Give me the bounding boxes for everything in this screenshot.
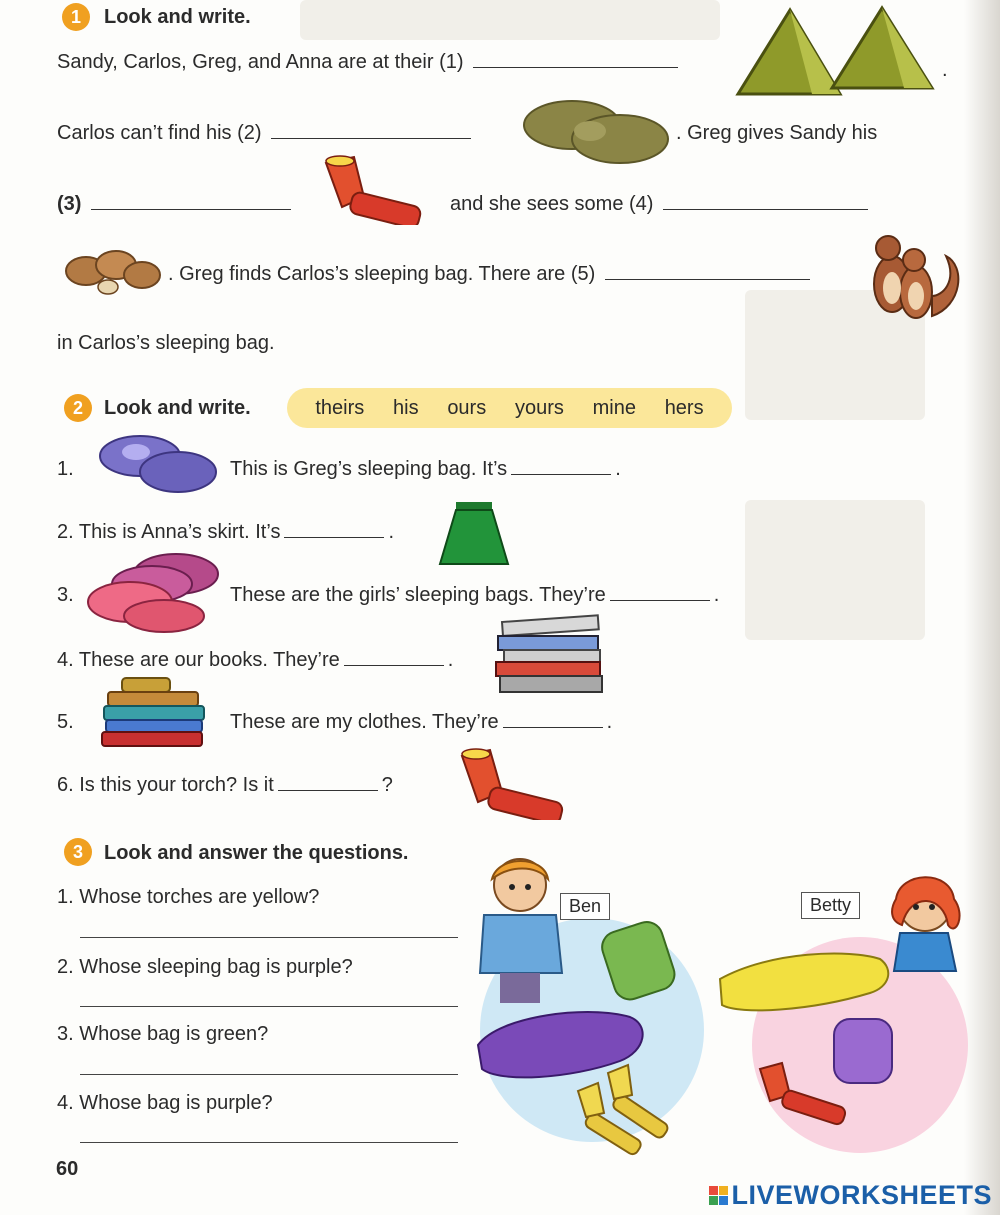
question-1: 1. Whose torches are yellow?: [57, 886, 320, 908]
section-2-badge-number: 2: [72, 397, 83, 418]
item-4-text: These are our books. They’re: [78, 649, 340, 671]
item-6-end: ?: [381, 774, 393, 796]
ben-label: Ben: [560, 893, 610, 920]
question-2-answer-line[interactable]: [80, 1006, 458, 1007]
section-1-heading: Look and write.: [104, 6, 251, 28]
item-4-line: [57, 648, 453, 672]
purple-sleeping-bag-picture: [96, 432, 220, 496]
tents-picture: [732, 4, 942, 100]
item-2-text: This is Anna’s skirt. It’s: [78, 521, 281, 543]
item-4-end: .: [447, 649, 454, 671]
word-bank-item: theirs: [315, 396, 365, 419]
item-2-end: .: [388, 521, 395, 543]
item-1-text: This is Greg’s sleeping bag. It’s: [230, 458, 508, 480]
question-1-answer-line[interactable]: [80, 937, 458, 938]
liveworksheets-logo-text: LIVEWORKSHEETS: [731, 1180, 992, 1210]
item-3-number: 3.: [57, 584, 74, 606]
liveworksheets-logo: [709, 1180, 992, 1211]
item-2-number: 2.: [57, 521, 74, 543]
nuts-picture: [64, 243, 164, 303]
section-1-line-2-cont: . Greg gives Sandy his: [676, 122, 878, 144]
ben-and-betty-picture: [470, 855, 975, 1160]
item-3-text: These are the girls’ sleeping bags. They’re: [230, 584, 606, 606]
item-6-line: [57, 773, 393, 797]
section-1-line-1-end: .: [942, 59, 948, 81]
item-6-number: 6.: [57, 774, 74, 796]
background-ghost-panel: [745, 500, 925, 640]
question-3: 3. Whose bag is green?: [57, 1023, 269, 1045]
green-skirt-picture: [436, 498, 512, 570]
section-1-line-3-start: [57, 192, 295, 216]
item-4-number: 4.: [57, 649, 74, 671]
item-4-answer-blank[interactable]: [344, 665, 444, 666]
section-1-line-3-label: (3): [57, 193, 82, 215]
section-1-line-3-mid: [450, 192, 872, 216]
item-6-answer-blank[interactable]: [278, 790, 378, 791]
word-bank-item: hers: [664, 396, 704, 419]
word-bank: [287, 388, 732, 428]
page-number: 60: [56, 1158, 79, 1180]
pink-sleeping-bags-picture: [84, 548, 224, 634]
item-3-answer-blank[interactable]: [610, 600, 710, 601]
section-1-line-5: in Carlos’s sleeping bag.: [57, 332, 275, 354]
answer-blank-3[interactable]: [91, 209, 291, 210]
liveworksheets-logo-icon: [709, 1186, 728, 1205]
section-1-line-3-text: and she sees some (4): [450, 193, 654, 215]
section-1-badge-number: 1: [70, 6, 81, 27]
section-1-line-2-text: Carlos can’t find his (2): [57, 122, 262, 144]
clothes-picture: [100, 674, 210, 748]
answer-blank-1[interactable]: [473, 67, 678, 68]
item-1-answer-blank[interactable]: [511, 474, 611, 475]
item-2-answer-blank[interactable]: [284, 537, 384, 538]
books-picture: [494, 614, 608, 700]
red-torch-picture: [456, 748, 572, 820]
question-2: 2. Whose sleeping bag is purple?: [57, 956, 353, 978]
question-4: 4. Whose bag is purple?: [57, 1092, 273, 1114]
word-bank-item: mine: [592, 396, 636, 419]
section-1-badge: [62, 3, 90, 31]
section-1-line-4-text: . Greg finds Carlos’s sleeping bag. There are (5): [168, 263, 596, 285]
word-bank-item: his: [393, 396, 419, 419]
word-bank-item: yours: [514, 396, 564, 419]
item-1-number: 1.: [57, 458, 74, 480]
answer-blank-5[interactable]: [605, 279, 810, 280]
section-2-heading: Look and write.: [104, 397, 251, 419]
item-1-line: [230, 457, 621, 481]
section-3-badge-number: 3: [72, 841, 83, 862]
background-ghost-panel: [300, 0, 720, 40]
answer-blank-4[interactable]: [663, 209, 868, 210]
section-1-line-4: [168, 262, 814, 286]
squirrels-picture: [862, 226, 966, 326]
betty-label: Betty: [801, 892, 860, 919]
item-5-text: These are my clothes. They’re: [230, 711, 499, 733]
item-3-end: .: [713, 584, 720, 606]
item-3-line: [230, 583, 719, 607]
item-5-answer-blank[interactable]: [503, 727, 603, 728]
section-1-line-2: [57, 121, 475, 145]
item-2-line: [57, 520, 394, 544]
question-3-answer-line[interactable]: [80, 1074, 458, 1075]
section-3-badge: [64, 838, 92, 866]
item-1-end: .: [615, 458, 621, 480]
item-5-number: 5.: [57, 711, 74, 733]
sleeping-bag-picture: [520, 95, 670, 167]
section-1-line-1: [57, 50, 682, 74]
item-5-end: .: [606, 711, 613, 733]
question-4-answer-line[interactable]: [80, 1142, 458, 1143]
item-5-line: [230, 710, 612, 734]
section-2-badge: [64, 394, 92, 422]
item-6-text: Is this your torch? Is it: [79, 774, 274, 796]
word-bank-item: ours: [447, 396, 487, 419]
section-3-heading: Look and answer the questions.: [104, 842, 409, 864]
answer-blank-2[interactable]: [271, 138, 471, 139]
section-1-line-1-text: Sandy, Carlos, Greg, and Anna are at their (1): [57, 51, 464, 73]
torch-picture: [320, 155, 430, 225]
